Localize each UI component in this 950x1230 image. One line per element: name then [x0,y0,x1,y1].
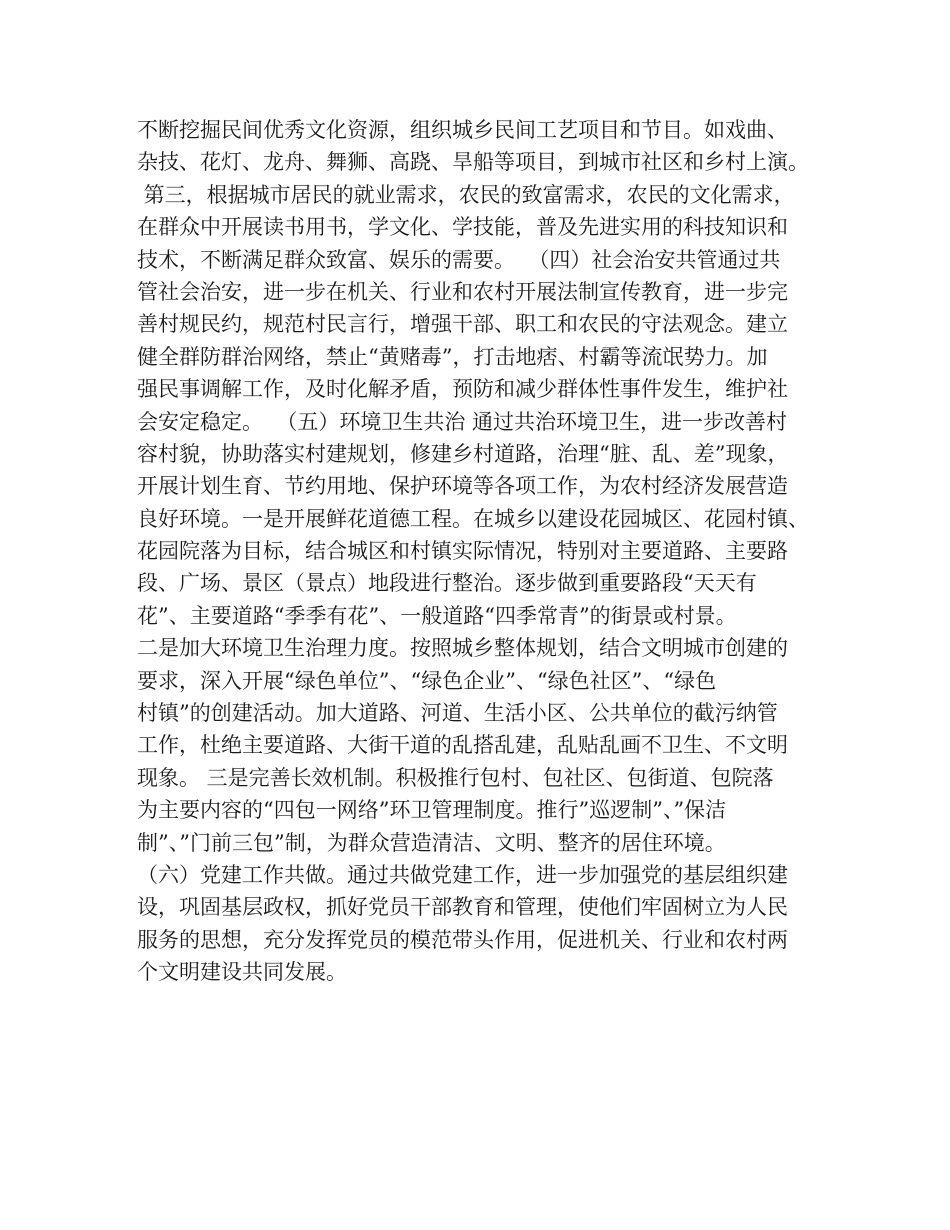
text-line-6: 管社会治安，进一步在机关、行业和农村开展法制宣传教育，进一步完 [137,279,788,304]
text-line-18: 要求，深入开展“绿色单位”、“绿色企业”、“绿色社区”、“绿色 [137,668,717,693]
body-text [137,114,837,989]
text-line-4: 在群众中开展读书用书，学文化、学技能，普及先进实用的科技知识和 [137,215,788,240]
text-line-15: 段、广场、景区（景点）地段进行整治。逐步做到重要路段“天天有 [137,571,757,596]
text-line-22: 为主要内容的“四包一网络”环卫管理制度。推行”巡逻制”、”保洁 [137,798,727,823]
text-line-20: 工作，杜绝主要道路、大街干道的乱搭乱建，乱贴乱画不卫生、不文明 [137,733,788,758]
text-line-16: 花”、主要道路“季季有花”、一般道路“四季常青”的街景或村景。 [137,603,737,628]
text-line-11: 容村貌，协助落实村建规划，修建乡村道路，治理“脏、乱、差”现象， [137,441,789,466]
text-line-5: 技术，不断满足群众致富、娱乐的需要。 （四）社会治安共管通过共 [137,247,781,272]
text-line-27: 个文明建设共同发展。 [137,960,347,985]
text-line-7: 善村规民约，规范村民言行，增强干部、职工和农民的守法观念。建立 [137,312,788,337]
text-line-25: 设，巩固基层政权，抓好党员干部教育和管理，使他们牢固树立为人民 [137,895,788,920]
text-line-10: 会安定稳定。 （五）环境卫生共治 通过共治环境卫生，进一步改善村 [137,409,788,434]
text-line-21: 现象。 三是完善长效机制。积极推行包村、包社区、包街道、包院落 [137,765,774,790]
text-line-2: 杂技、花灯、龙舟、舞狮、高跷、旱船等项目，到城市社区和乡村上演。 [137,150,809,175]
text-line-14: 花园院落为目标，结合城区和村镇实际情况，特别对主要道路、主要路 [137,539,788,564]
text-line-26: 服务的思想，充分发挥党员的模范带头作用，促进机关、行业和农村两 [137,927,788,952]
text-line-8: 健全群防群治网络，禁止“黄赌毒”，打击地痞、村霸等流氓势力。加 [137,344,768,369]
text-line-1: 不断挖掘民间优秀文化资源，组织城乡民间工艺项目和节目。如戏曲、 [137,118,788,142]
text-line-17: 二是加大环境卫生治理力度。按照城乡整体规划，结合文明城市创建的 [137,636,788,661]
text-line-24: （六）党建工作共做。通过共做党建工作，进一步加强党的基层组织建 [137,862,788,887]
text-line-19: 村镇”的创建活动。加大道路、河道、生活小区、公共单位的截污纳管 [137,701,778,726]
text-line-13: 良好环境。一是开展鲜花道德工程。在城乡以建设花园城区、花园村镇、 [137,506,809,531]
text-line-9: 强民事调解工作，及时化解矛盾，预防和减少群体性事件发生，维护社 [137,377,788,402]
text-line-3: 第三，根据城市居民的就业需求，农民的致富需求，农民的文化需求， [137,182,795,207]
text-line-23: 制”、”门前三包”制，为群众营造清洁、文明、整齐的居住环境。 [137,830,726,855]
text-line-12: 开展计划生育、节约用地、保护环境等各项工作，为农村经济发展营造 [137,474,788,499]
